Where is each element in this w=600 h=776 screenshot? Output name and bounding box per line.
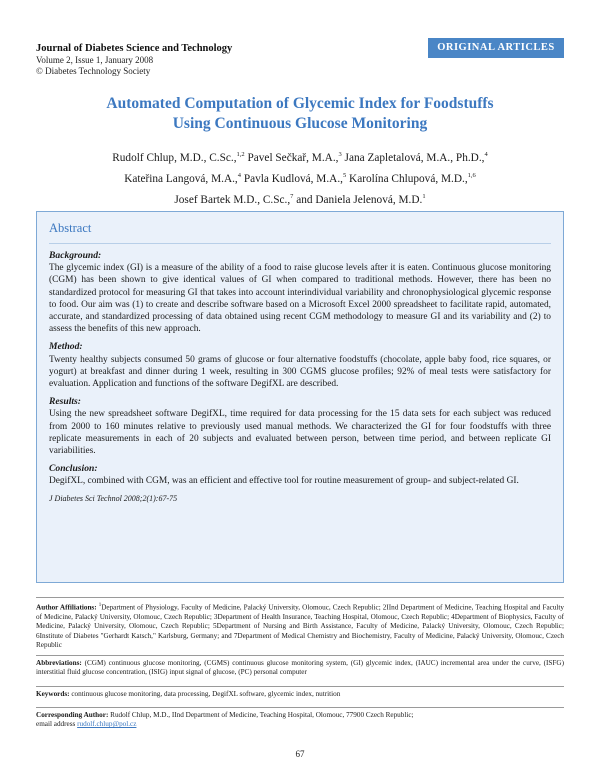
citation: J Diabetes Sci Technol 2008;2(1):67-75 bbox=[49, 493, 178, 503]
title-line-1: Automated Computation of Glycemic Index for Foodstuffs bbox=[106, 95, 494, 112]
author-line bbox=[36, 188, 564, 209]
keywords-text: continuous glucose monitoring, data processing, DegifXL software, glycemic index, nutrition bbox=[71, 690, 341, 698]
page-number: 67 bbox=[295, 749, 305, 759]
author-affiliations bbox=[36, 601, 564, 650]
abstract-section-label: Results: bbox=[49, 396, 81, 408]
author-affiliation-marker: 1,2 bbox=[236, 151, 245, 158]
author-name: Josef Bartek M.D., C.Sc., bbox=[174, 193, 291, 206]
journal-volume: Volume 2, Issue 1, January 2008 bbox=[36, 55, 154, 65]
author-name: and Daniela Jelenová, M.D. bbox=[293, 193, 423, 206]
correspondence-label: Corresponding Author: bbox=[36, 711, 109, 719]
keywords-label: Keywords: bbox=[36, 690, 70, 698]
abbreviations-text: (CGM) continuous glucose monitoring, (CGMS) continuous glucose monitoring system, (GI) glycemic index, (IAUC) incremental area under the curve, (ISFG) interstitial fluid glucose concentration, (ISIG) input signal of glucose, (PC) personal computer bbox=[36, 659, 564, 677]
author-name: Kateřina Langová, M.A., bbox=[124, 172, 238, 185]
title-line-2: Using Continuous Glucose Monitoring bbox=[172, 115, 428, 132]
abstract-box bbox=[36, 211, 564, 583]
footnote-divider bbox=[36, 707, 564, 708]
article-title bbox=[36, 94, 564, 134]
abstract-section-label: Method: bbox=[49, 341, 83, 353]
email-link[interactable]: rudolf.chlup@pol.cz bbox=[77, 720, 137, 729]
abstract-body bbox=[49, 244, 551, 505]
affiliations-label: Author Affiliations: bbox=[36, 603, 97, 612]
abbreviations-label: Abbreviations: bbox=[36, 659, 82, 667]
author-affiliation-marker: 3 bbox=[338, 151, 342, 158]
affiliations-text: Department of Physiology, Faculty of Medicine, Palacký University, Olomouc, Czech Republic; 2IInd Department of Medicine, Teaching Hospital and Faculty of Medicine, Palacký University, Olomouc, Czech Republic; 3Department of Health Insurance, Teaching Hospital, Olomouc, Czech Republic; 4Department of Biophysics, Faculty of Medicine, Palacký University, Olomouc, Czech Republic; 5Department of Nursing and Birth Assistance, Faculty of Medicine, Palacký University, Olomouc, Czech Republic; 6Institute of Diabetes "Gerhardt Katsch," Karlsburg, Germany; and 7Department of Medical Chemistry and Biochemistry, Faculty of Medicine, Palacký University, Olomouc, Czech Republic bbox=[36, 603, 565, 650]
author-name: Jana Zapletalová, M.A., Ph.D., bbox=[341, 151, 485, 164]
author-name: Rudolf Chlup, M.D., C.Sc., bbox=[112, 151, 237, 164]
journal-name: Journal of Diabetes Science and Technology bbox=[36, 43, 233, 54]
author-affiliation-marker: 1 bbox=[422, 192, 426, 200]
journal-copyright: © Diabetes Technology Society bbox=[36, 66, 151, 76]
author-affiliation-marker: 1,6 bbox=[467, 171, 476, 179]
abstract-section-label: Conclusion: bbox=[49, 463, 98, 475]
abstract-section-text: DegifXL, combined with CGM, was an efficient and effective tool for routine measurement of group- and subject-related GI. bbox=[49, 476, 519, 487]
abstract-section-text: Twenty healthy subjects consumed 50 grams of glucose or four alternative foodstuffs (chocolate, apple baby food, rice squares, or yogurt) at breakfast and dinner during 1 week, resulting in 300 CGMS glucose profiles; 92% of meal tests were satisfactory for evaluation. Application and functions of the software DegifXL are described. bbox=[49, 354, 551, 390]
author-affiliation-marker: 7 bbox=[290, 192, 294, 200]
affiliation-marker: 1 bbox=[98, 603, 102, 608]
author-affiliation-marker: 4 bbox=[237, 171, 241, 179]
author-line bbox=[36, 146, 564, 167]
footnote-divider bbox=[36, 686, 564, 687]
author-line bbox=[36, 167, 564, 188]
footnote-divider bbox=[36, 597, 564, 598]
author-affiliation-marker: 5 bbox=[342, 171, 347, 179]
corresponding-author bbox=[36, 711, 564, 730]
correspondence-text: Rudolf Chlup, M.D., IInd Department of Medicine, Teaching Hospital, Olomouc, 77900 Czech Republic; bbox=[110, 711, 414, 719]
author-affiliation-marker: 4 bbox=[484, 151, 488, 158]
abbreviations bbox=[36, 659, 564, 678]
journal-info bbox=[36, 42, 336, 77]
author-name: Karolína Chlupová, M.D., bbox=[346, 172, 468, 185]
keywords bbox=[36, 690, 564, 699]
email-prefix: email address bbox=[36, 720, 76, 729]
author-list bbox=[36, 146, 564, 208]
author-name: Pavla Kudlová, M.A., bbox=[241, 172, 343, 185]
footnote-divider bbox=[36, 655, 564, 656]
abstract-section-text: Using the new spreadsheet software DegifXL, time required for data processing for the 15 data sets for each subject was reduced from 2000 to 160 minutes relative to previously used manual methods. We characterized the GI for four foodstuffs with three replicate measurements in each of 20 subjects and evaluated between person, between time period, and between replicate GI variabilities. bbox=[49, 409, 551, 457]
author-name: Pavel Sečkař, M.A., bbox=[244, 151, 339, 164]
abstract-section-label: Background: bbox=[49, 250, 102, 261]
abstract-section-text: The glycemic index (GI) is a measure of the ability of a food to raise glucose levels after it is eaten. Continuous glucose monitoring (CGM) has been shown to give identical values of GI when compared to traditional methods. However, there has been no standardized protocol for measuring GI that takes into account interindividual variability and chronophysiological glycemic response to food. Our aim was (1) to create and describe software based on a Microsoft Excel 2000 spreadsheet to facilitate rapid, automated, accurate, and standardized processing of data obtained using recent CGM methodology to measure GI and its variability and (2) to assess the benefits of this new approach. bbox=[49, 263, 551, 335]
article-type-badge: ORIGINAL ARTICLES bbox=[428, 38, 564, 58]
abstract-heading: Abstract bbox=[49, 221, 92, 235]
